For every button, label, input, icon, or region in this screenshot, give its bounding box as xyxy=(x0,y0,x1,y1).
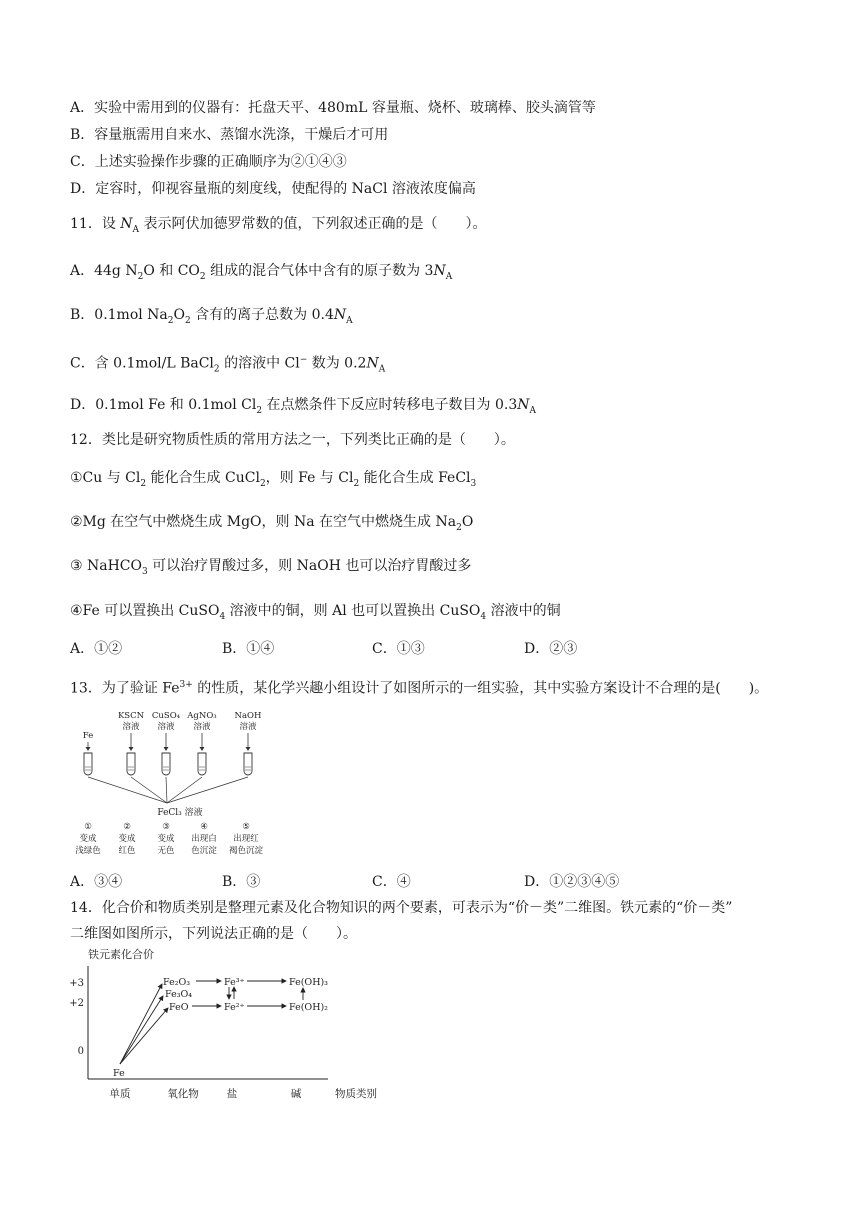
species-feoh3: Fe(OH)₃ xyxy=(289,977,328,988)
ytick-plus3: +3 xyxy=(69,978,84,989)
result-4-num: ④ xyxy=(200,822,208,832)
species-fe2o3: Fe₂O₃ xyxy=(163,977,191,988)
xtick-salt: 盐 xyxy=(226,1088,238,1100)
arrow-fe-to-feo xyxy=(120,1008,168,1064)
q12-statement-4: ④Fe 可以置换出 CuSO$_4$ 溶液中的铜，则 Al 也可以置换出 CuSO$_4$ 溶液中的铜 xyxy=(70,603,561,622)
xtick-base: 碱 xyxy=(290,1088,302,1100)
q13-option-c: C．④ xyxy=(372,874,411,890)
q10-option-c: C．上述实验操作步骤的正确顺序为②①④③ xyxy=(70,154,347,170)
q14-stem-line1: 14．化合价和物质类别是整理元素及化合物知识的两个要素，可表示为“价－类”二维图。铁元素的“价－类” xyxy=(70,900,733,916)
q12-statement-1: ①Cu 与 $Cl_2$ 能化合生成 CuCl$_2$，则 Fe 与 $Cl_2$ 能化合生成 FeCl$_3$ xyxy=(70,470,477,489)
reagent-cuso4-sol: 溶液 xyxy=(157,722,175,732)
q12-option-a: A．①② xyxy=(70,641,123,657)
species-fe2-ion: Fe²⁺ xyxy=(224,1002,245,1013)
q11-option-b: B．0.1mol $Na_2O_2$ 含有的离子总数为 $0.4N_A$ xyxy=(70,307,353,326)
result-4-line2: 色沉淀 xyxy=(191,846,217,856)
reagent-kscn-sol: 溶液 xyxy=(122,722,140,732)
q12-statement-2: ②Mg 在空气中燃烧生成 MgO，则 Na 在空气中燃烧生成 $Na_2O$ xyxy=(70,514,474,533)
reagent-agno3-sol: 溶液 xyxy=(193,722,211,732)
q13-option-d: D．①②③④⑤ xyxy=(524,874,620,890)
q14-stem-line2: 二维图如图所示，下列说法正确的是（ ）。 xyxy=(70,926,357,942)
xtick-category: 物质类别 xyxy=(335,1088,377,1100)
ytick-zero: 0 xyxy=(77,1046,84,1057)
test-tube-5 xyxy=(244,753,252,775)
test-tube-1 xyxy=(84,753,92,775)
xtick-element: 单质 xyxy=(109,1088,131,1100)
test-tube-4 xyxy=(198,753,206,775)
q10-option-b: B．容量瓶需用自来水、蒸馏水洗涤，干燥后才可用 xyxy=(70,127,389,143)
q12-stem: 12．类比是研究物质性质的常用方法之一，下列类比正确的是（ ）。 xyxy=(70,432,515,448)
species-feoh2: Fe(OH)₂ xyxy=(289,1002,328,1013)
reagent-agno3-label: AgNO₃ xyxy=(187,711,217,721)
result-4-line1: 出现白 xyxy=(191,834,217,844)
result-5-line2: 褐色沉淀 xyxy=(228,846,264,856)
reagent-cuso4-label: CuSO₄ xyxy=(151,711,181,721)
species-fe3o4: Fe₃O₄ xyxy=(165,989,193,1000)
q12-option-b: B．①④ xyxy=(222,641,275,657)
test-tube-2 xyxy=(127,753,135,775)
result-5-line1: 出现红 xyxy=(233,834,259,844)
q11-option-d: D．0.1mol Fe 和 0.1mol $Cl_2$ 在点燃条件下反应时转移电子数目为 $0.3N_A$ xyxy=(70,397,536,416)
result-1-line1: 变成 xyxy=(79,834,97,844)
reagent-kscn-label: KSCN xyxy=(117,711,145,721)
q10-option-d: D．定容时，仰视容量瓶的刻度线，使配得的 NaCl 溶液浓度偏高 xyxy=(70,181,476,197)
q13-option-a: A．③④ xyxy=(70,874,123,890)
result-1-num: ① xyxy=(84,822,92,832)
q12-option-c: C．①③ xyxy=(372,641,425,657)
reagent-naoh-label: NaOH xyxy=(234,711,262,721)
q11-stem: 11．设 $N_A$ 表示阿伏加德罗常数的值，下列叙述正确的是（ ）。 xyxy=(70,216,487,235)
test-tube-3 xyxy=(162,753,170,775)
species-fe: Fe xyxy=(113,1068,125,1079)
fecl3-solution-label: FeCl₃ 溶液 xyxy=(157,808,203,818)
q14-valence-class-chart xyxy=(66,944,396,1104)
q12-option-d: D．②③ xyxy=(524,641,578,657)
result-3-line1: 变成 xyxy=(157,834,175,844)
y-axis-label: 铁元素化合价 xyxy=(88,948,154,961)
q12-options xyxy=(70,638,790,658)
reagent-naoh-sol: 溶液 xyxy=(239,722,257,732)
q12-statement-3: ③ NaHCO$_3$ 可以治疗胃酸过多，则 NaOH 也可以治疗胃酸过多 xyxy=(70,558,472,577)
result-1-line2: 浅绿色 xyxy=(75,846,101,856)
q13-experiment-diagram xyxy=(72,705,292,865)
q10-option-a: A．实验中需用到的仪器有：托盘天平、480mL 容量瓶、烧杯、玻璃棒、胶头滴管等 xyxy=(70,100,596,116)
result-3-line2: 无色 xyxy=(157,846,175,856)
result-2-num: ② xyxy=(123,822,131,832)
arrow-fe-to-fe2o3 xyxy=(120,984,162,1064)
q11-option-c: C．含 0.1mol/L BaCl$_2$ 的溶液中 Cl− 数为 $0.2N_A$ xyxy=(70,355,386,375)
connector-lines xyxy=(88,777,248,803)
q13-option-b: B．③ xyxy=(222,874,261,890)
result-5-num: ⑤ xyxy=(242,822,250,832)
q13-stem: 13．为了验证 $Fe^{3+}$ 的性质，某化学兴趣小组设计了如图所示的一组实验，其中实验方案设计不合理的是( )。 xyxy=(70,680,769,697)
xtick-oxide: 氧化物 xyxy=(167,1088,199,1100)
q11-option-a: A．44g $N_2O$ 和 $CO_2$ 组成的混合气体中含有的原子数为 $3N_A$ xyxy=(70,263,453,282)
result-2-line1: 变成 xyxy=(118,834,136,844)
reagent-fe-label: Fe xyxy=(82,731,94,741)
q13-options xyxy=(70,871,790,891)
arrow-fe-to-fe3o4 xyxy=(120,996,163,1064)
result-3-num: ③ xyxy=(162,822,170,832)
species-fe3-ion: Fe³⁺ xyxy=(224,977,245,988)
species-feo: FeO xyxy=(169,1002,189,1013)
ytick-plus2: +2 xyxy=(69,998,84,1009)
result-2-line2: 红色 xyxy=(118,846,136,856)
